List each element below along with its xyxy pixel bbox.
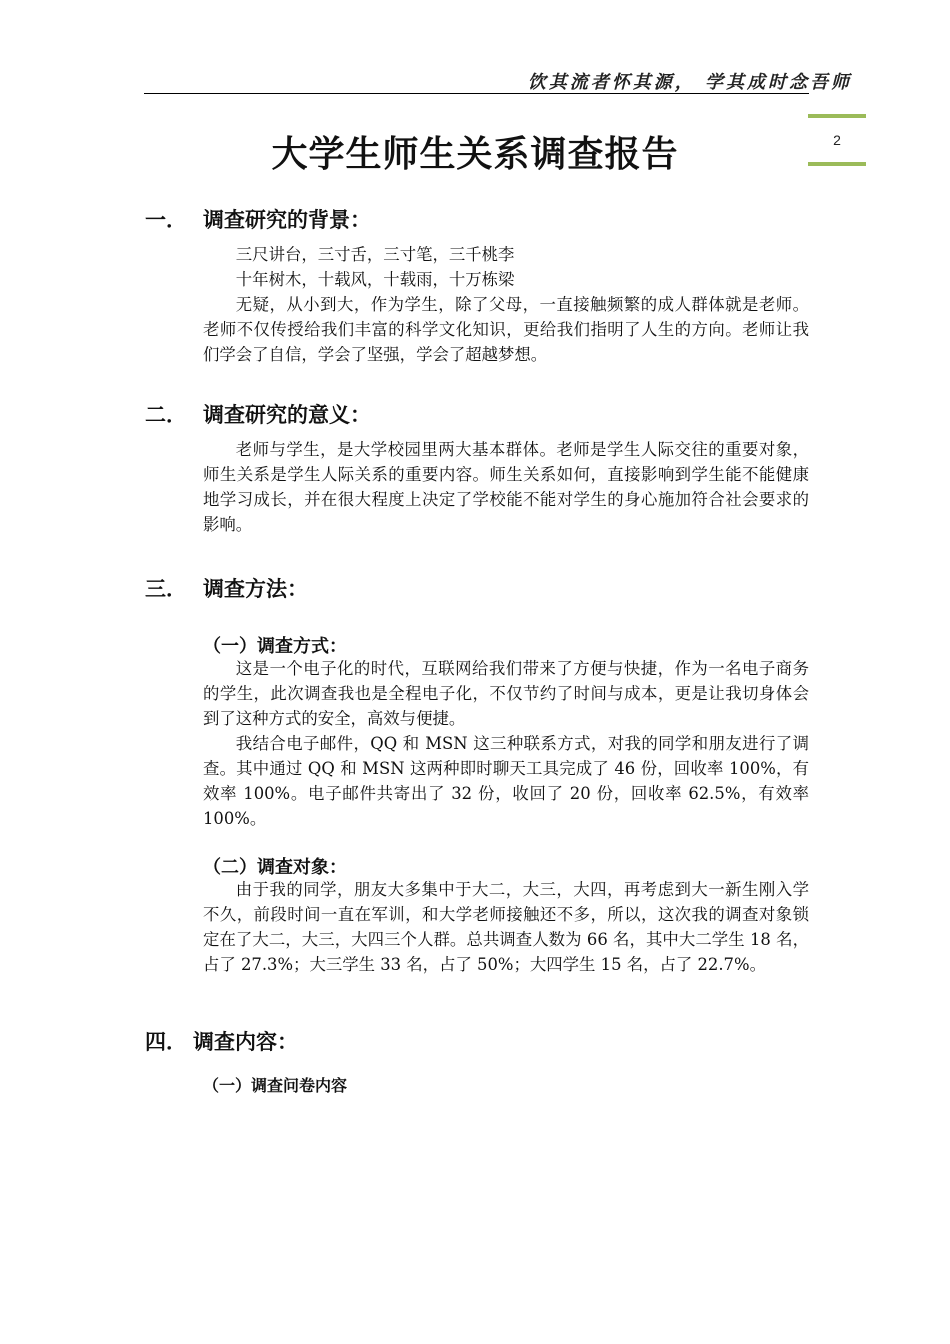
- header-rule: [144, 93, 809, 94]
- section-body-background: [203, 242, 809, 367]
- section-number: 三．: [145, 577, 187, 601]
- subheading-survey-subjects: （二）调查对象：: [203, 857, 347, 878]
- paragraph: 老师与学生，是大学校园里两大基本群体。老师是学生人际交往的重要对象，师生关系是学生人际关系的重要内容。师生关系如何，直接影响到学生能不能健康地学习成长，并在很大程度上决定了学校能不能对学生的身心施加符合社会要求的影响。: [203, 440, 809, 534]
- section-heading-background: [145, 204, 371, 234]
- subheading-questionnaire: （一）调查问卷内容: [203, 1076, 348, 1095]
- page-title: 大学生师生关系调查报告: [271, 134, 679, 175]
- header-motto: 饮其流者怀其源， 学其成时念吾师: [527, 72, 852, 93]
- paragraph: 由于我的同学，朋友大多集中于大二，大三，大四，再考虑到大一新生刚入学不久，前段时间一直在军训，和大学老师接触还不多，所以，这次我的调查对象锁定在了大二，大三，大四三个人群。总共调查人数为 66 名，其中大二学生 18 名，占了 27.3%；大三学生 33 名，占了 50%；大四学生 15 名，占了 22.7%。: [203, 880, 809, 974]
- paragraph: 无疑，从小到大，作为学生，除了父母，一直接触频繁的成人群体就是老师。老师不仅传授给我们丰富的科学文化知识，更给我们指明了人生的方向。老师让我们学会了自信，学会了坚强，学会了超越梦想。: [203, 295, 809, 364]
- section-heading-method: [145, 573, 308, 603]
- section-heading-content: [145, 1026, 298, 1056]
- paragraph: 十年树木，十载风，十载雨，十万栋梁: [235, 270, 515, 289]
- section-number: 四．: [145, 1030, 187, 1054]
- page-number: 2: [833, 132, 841, 148]
- section-title: 调查内容：: [193, 1030, 298, 1054]
- section-body-significance: [203, 437, 809, 537]
- section-title: 调查研究的意义：: [203, 403, 371, 427]
- paragraph: 三尺讲台，三寸舌，三寸笔，三千桃李: [235, 245, 515, 264]
- section-number: 二．: [145, 403, 187, 427]
- subsection-body-survey-subjects: [203, 877, 809, 977]
- subheading-survey-mode: （一）调查方式：: [203, 636, 347, 657]
- section-title: 调查方法：: [203, 577, 308, 601]
- section-number: 一．: [145, 208, 187, 232]
- section-heading-significance: [145, 399, 371, 429]
- subsection-body-survey-mode: [203, 656, 809, 831]
- paragraph: 我结合电子邮件，QQ 和 MSN 这三种联系方式，对我的同学和朋友进行了调查。其中通过 QQ 和 MSN 这两种即时聊天工具完成了 46 份，回收率 100%，有效率 100%。电子邮件共寄出了 32 份，收回了 20 份，回收率 62.5%，有效率 100%。: [203, 734, 809, 828]
- section-title: 调查研究的背景：: [203, 208, 371, 232]
- paragraph: 这是一个电子化的时代，互联网给我们带来了方便与快捷，作为一名电子商务的学生，此次调查我也是全程电子化，不仅节约了时间与成本，更是让我切身体会到了这种方式的安全，高效与便捷。: [203, 659, 809, 728]
